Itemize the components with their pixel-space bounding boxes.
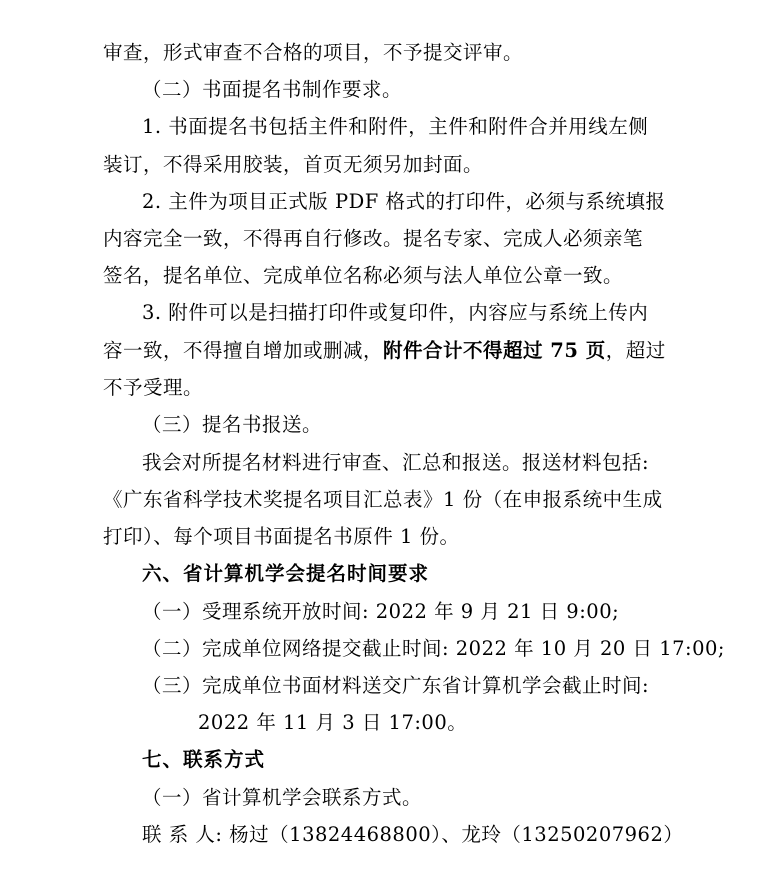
subsection-heading: （一）省计算机学会联系方式。 <box>142 786 423 809</box>
section-heading: 七、联系方式 <box>142 748 266 771</box>
paragraph-line: 内容完全一致，不得再自行修改。提名专家、完成人必须亲笔 <box>103 227 644 250</box>
subsection-heading: （二）书面提名书制作要求。 <box>142 78 403 101</box>
paragraph-line-mixed <box>103 336 666 366</box>
contact-value: 杨过（13824468800）、龙玲（13250207962） <box>229 823 684 846</box>
paragraph-line: 我会对所提名材料进行审查、汇总和报送。报送材料包括: <box>142 451 650 474</box>
contact-label: 联 系 人: <box>142 823 223 846</box>
section-heading: 六、省计算机学会提名时间要求 <box>142 562 430 585</box>
subsection-heading: （三）提名书报送。 <box>142 413 323 436</box>
paragraph-line: 签名，提名单位、完成单位名称必须与法人单位公章一致。 <box>103 264 624 287</box>
paragraph-line: 装订，不得采用胶装，首页无须另加封面。 <box>103 153 484 176</box>
text-normal: 容一致，不得擅自增加或删减， <box>103 339 384 362</box>
paragraph-line: 《广东省科学技术奖提名项目汇总表》1 份（在申报系统中生成 <box>103 488 663 511</box>
text-normal: ，超过 <box>605 339 666 362</box>
paragraph-line: 2. 主件为项目正式版 PDF 格式的打印件，必须与系统填报 <box>142 190 666 213</box>
text-bold-emphasis: 附件合计不得超过 75 页 <box>383 339 606 362</box>
paragraph-line: 1. 书面提名书包括主件和附件，主件和附件合并用线左侧 <box>142 115 649 138</box>
contact-line <box>142 820 683 850</box>
list-item-continuation: 2022 年 11 月 3 日 17:00。 <box>198 711 468 734</box>
list-item: （二）完成单位网络提交截止时间: 2022 年 10 月 20 日 17:00; <box>142 637 725 660</box>
paragraph-line: 审查，形式审查不合格的项目，不予提交评审。 <box>103 41 524 64</box>
paragraph-line: 3. 附件可以是扫描打印件或复印件，内容应与系统上传内 <box>142 301 649 324</box>
list-item: （一）受理系统开放时间: 2022 年 9 月 21 日 9:00; <box>142 600 620 623</box>
paragraph-line: 不予受理。 <box>103 376 204 399</box>
paragraph-line: 打印）、每个项目书面提名书原件 1 份。 <box>103 525 460 548</box>
list-item: （三）完成单位书面材料送交广东省计算机学会截止时间: <box>142 674 650 697</box>
